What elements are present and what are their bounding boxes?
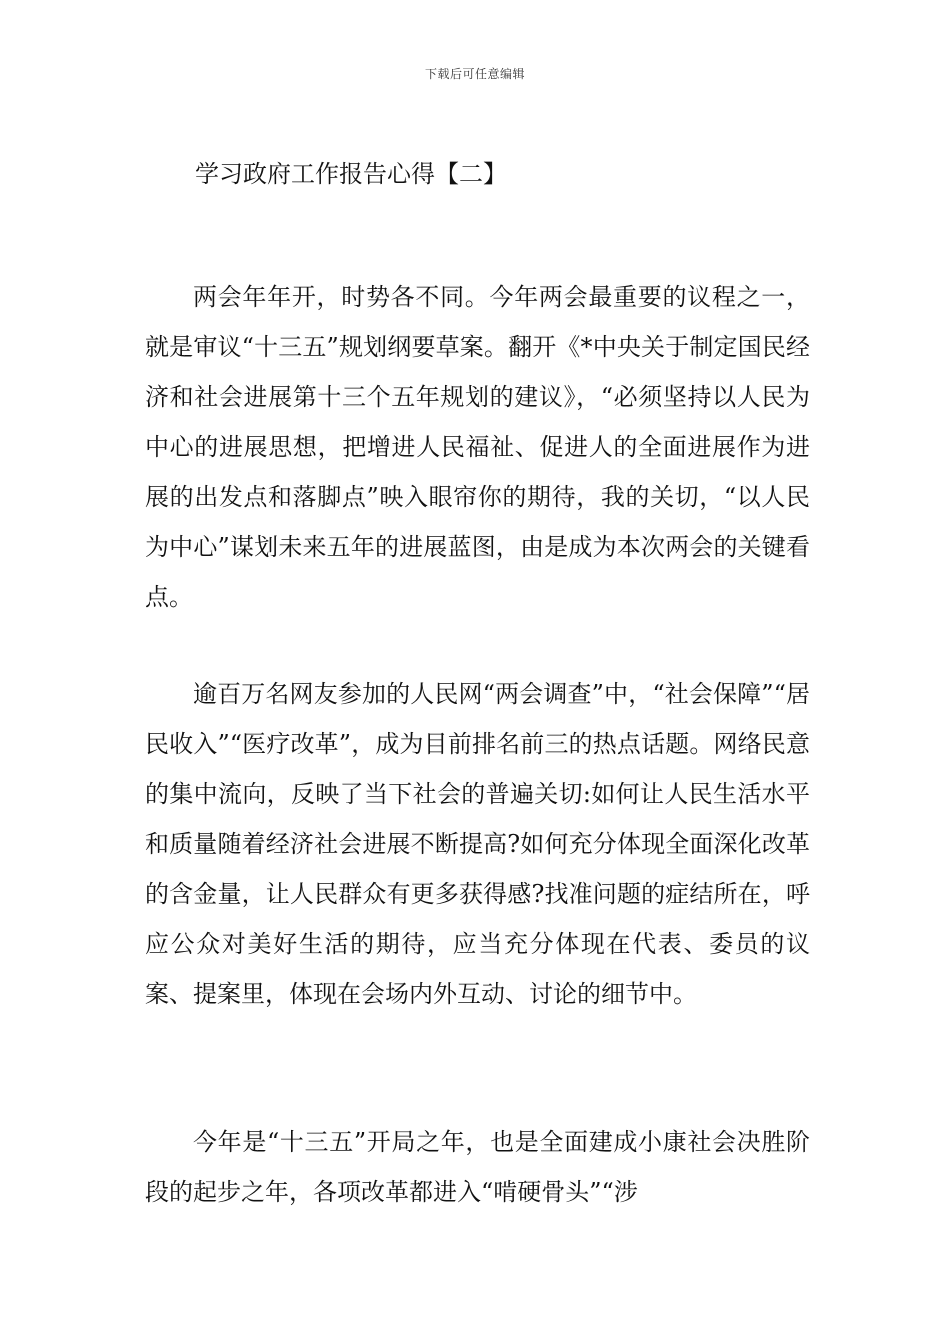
page-header-note: 下载后可任意编辑 <box>424 67 525 81</box>
paragraph-1: 两会年年开，时势各不同。今年两会最重要的议程之一，就是审议“十三五”规划纲要草案。翻开《*中央关于制定国民经济和社会进展第十三个五年规划的建议》，“必须坚持以人民为中心的进展思想，把增进人民福祉、促进人的全面进展作为进展的出发点和落脚点”映入眼帘你的期待，我的关切，“以人民为中心”谋划未来五年的进展蓝图，由是成为本次两会的关键看点。 <box>145 283 810 611</box>
document-title: 学习政府工作报告心得【二】 <box>195 160 507 188</box>
paragraph-3: 今年是“十三五”开局之年，也是全面建成小康社会决胜阶段的起步之年，各项改革都进入“啃硬骨头”“涉 <box>145 1128 810 1206</box>
paragraph-2: 逾百万名网友参加的人民网“两会调查”中，“社会保障”“居民收入”“医疗改革”，成为目前排名前三的热点话题。网络民意的集中流向，反映了当下社会的普遍关切:如何让人民生活水平和质量随着经济社会进展不断提高?如何充分体现全面深化改革的含金量，让人民群众有更多获得感?找准问题的症结所在，呼应公众对美好生活的期待，应当充分体现在代表、委员的议案、提案里，体现在会场内外互动、讨论的细节中。 <box>145 680 810 1008</box>
